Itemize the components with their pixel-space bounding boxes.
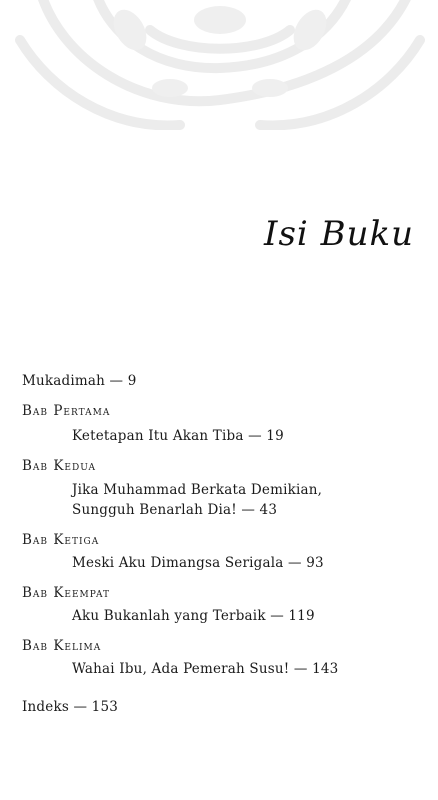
- toc-entry-mukadimah[interactable]: Mukadimah — 9: [22, 373, 137, 389]
- page-title: Isi Buku: [264, 214, 414, 254]
- toc-entry-chapter-3[interactable]: Meski Aku Dimangsa Serigala — 93: [72, 555, 324, 571]
- toc-entry-chapter-4[interactable]: Aku Bukanlah yang Terbaik — 119: [72, 608, 315, 624]
- chapter-heading-5: Bab Kelima: [22, 638, 102, 654]
- chapter-heading-1: Bab Pertama: [22, 403, 111, 419]
- chapter-heading-2: Bab Kedua: [22, 458, 97, 474]
- toc-entry-chapter-2-line-1[interactable]: Jika Muhammad Berkata Demikian,: [72, 482, 323, 498]
- chapter-heading-4: Bab Keempat: [22, 585, 111, 601]
- decorative-ornament: [0, 0, 438, 130]
- toc-entry-chapter-5[interactable]: Wahai Ibu, Ada Pemerah Susu! — 143: [72, 661, 339, 677]
- chapter-heading-3: Bab Ketiga: [22, 532, 100, 548]
- toc-entry-indeks[interactable]: Indeks — 153: [22, 699, 119, 715]
- toc-entry-chapter-2-line-2[interactable]: Sungguh Benarlah Dia! — 43: [72, 502, 278, 518]
- toc-entry-chapter-1[interactable]: Ketetapan Itu Akan Tiba — 19: [72, 428, 284, 444]
